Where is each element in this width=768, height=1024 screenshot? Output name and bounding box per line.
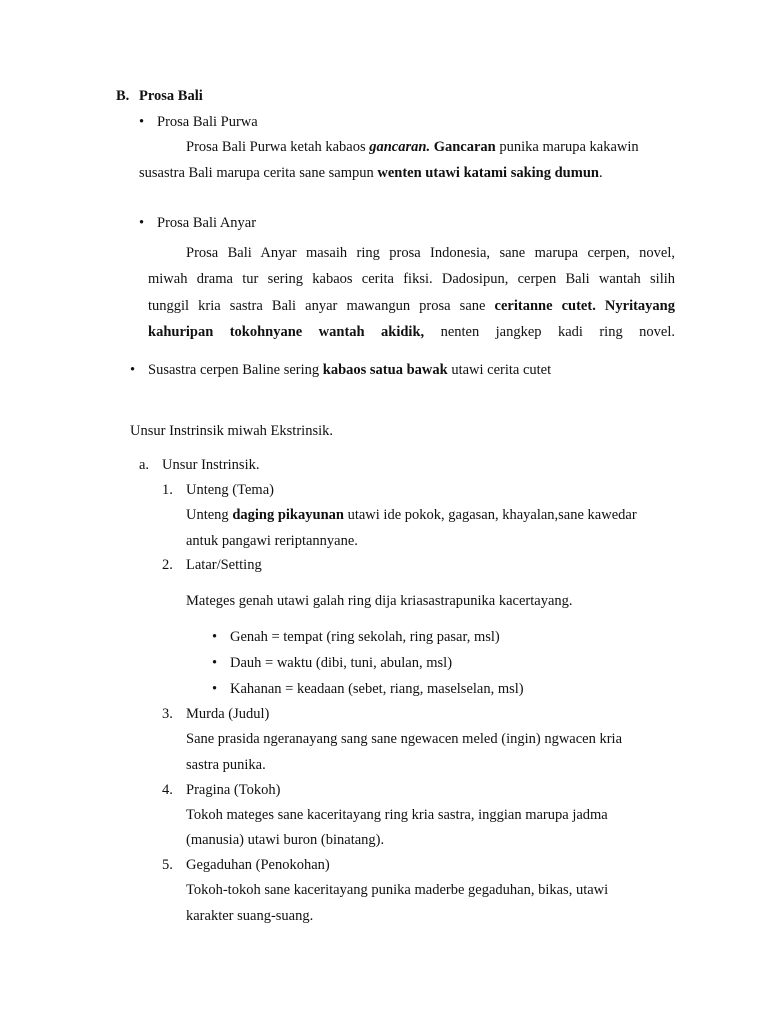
item-3-marker: 3. [162, 706, 173, 722]
cerpen-bullet [148, 362, 551, 379]
anyar-line-2: miwah drama tur sering kabaos cerita fiksi. Dadosipun, cerpen Bali wantah silih [148, 271, 675, 287]
item-1-text: Unteng [186, 507, 233, 523]
item-3-line-2: sastra punika. [186, 757, 266, 773]
item-2-marker: 2. [162, 557, 173, 573]
item-3-line-1: Sane prasida ngeranayang sang sane ngewacen meled (ingin) ngwacen kria [186, 731, 623, 747]
item-2-bullet: • Dauh = waktu (dibi, tuni, abulan, msl) [230, 655, 452, 672]
section-b-title: Prosa Bali [139, 88, 203, 104]
purwa-heading: • Prosa Bali Purwa [157, 114, 258, 131]
item-1-text: utawi ide pokok, gagasan, khayalan,sane kawedar [343, 507, 637, 523]
purwa-term-italic: gancaran. [369, 139, 431, 155]
item-4-line-2: (manusia) utawi buron (binatang). [186, 832, 385, 848]
item-4-line-1: Tokoh mateges sane kaceritayang ring kria sastra, inggian marupa jadma [186, 807, 608, 823]
purwa-text: susastra Bali marupa cerita sane sampun [139, 165, 378, 181]
item-1-emphasis: daging pikayunan [232, 507, 344, 523]
unsur-heading: Unsur Instrinsik miwah Ekstrinsik. [130, 423, 333, 439]
anyar-heading: • Prosa Bali Anyar [157, 215, 256, 232]
purwa-text: punika marupa kakawin [495, 139, 639, 155]
purwa-text: Prosa Bali Purwa ketah kabaos [186, 139, 370, 155]
item-1-line-1 [186, 507, 637, 524]
item-3-title: Murda (Judul) [186, 706, 270, 722]
item-2-bullet: • Kahanan = keadaan (sebet, riang, maselselan, msl) [230, 681, 524, 698]
item-2-desc: Mateges genah utawi galah ring dija kriasastrapunika kacertayang. [186, 593, 573, 609]
item-1-title: Unteng (Tema) [186, 482, 274, 498]
item-2-title: Latar/Setting [186, 557, 262, 573]
item-5-line-2: karakter suang-suang. [186, 908, 314, 924]
anyar-line-1: Prosa Bali Anyar masaih ring prosa Indonesia, sane marupa cerpen, novel, [186, 245, 675, 261]
section-b-marker: B. [116, 88, 130, 104]
anyar-line-3 [148, 298, 675, 315]
anyar-emphasis: ceritanne cutet. Nyritayang [494, 298, 675, 314]
anyar-line-4 [148, 324, 675, 341]
item-5-title: Gegaduhan (Penokohan) [186, 857, 330, 873]
item-5-marker: 5. [162, 857, 173, 873]
anyar-text: tunggil kria sastra Bali anyar mawangun prosa sane [148, 298, 495, 314]
cerpen-text: utawi cerita cutet [447, 362, 552, 378]
item-4-marker: 4. [162, 782, 173, 798]
purwa-term-bold: Gancaran [430, 139, 496, 155]
item-1-marker: 1. [162, 482, 173, 498]
anyar-emphasis: kahuripan tokohnyane wantah akidik, [148, 324, 425, 340]
purwa-emphasis: wenten utawi katami saking dumun [377, 165, 599, 181]
purwa-line-1 [186, 139, 639, 156]
item-4-title: Pragina (Tokoh) [186, 782, 281, 798]
cerpen-emphasis: kabaos satua bawak [322, 362, 448, 378]
list-a-title: Unsur Instrinsik. [162, 457, 260, 473]
item-5-line-1: Tokoh-tokoh sane kaceritayang punika maderbe gegaduhan, bikas, utawi [186, 882, 609, 898]
cerpen-text: Susastra cerpen Baline sering [148, 362, 323, 378]
anyar-text: nenten jangkep kadi ring novel. [424, 324, 675, 340]
list-a-marker: a. [139, 457, 150, 473]
purwa-line-2 [139, 165, 603, 182]
item-1-line-2: antuk pangawi reriptannyane. [186, 533, 358, 549]
purwa-text: . [598, 165, 603, 181]
item-2-bullet: • Genah = tempat (ring sekolah, ring pasar, msl) [230, 629, 500, 646]
